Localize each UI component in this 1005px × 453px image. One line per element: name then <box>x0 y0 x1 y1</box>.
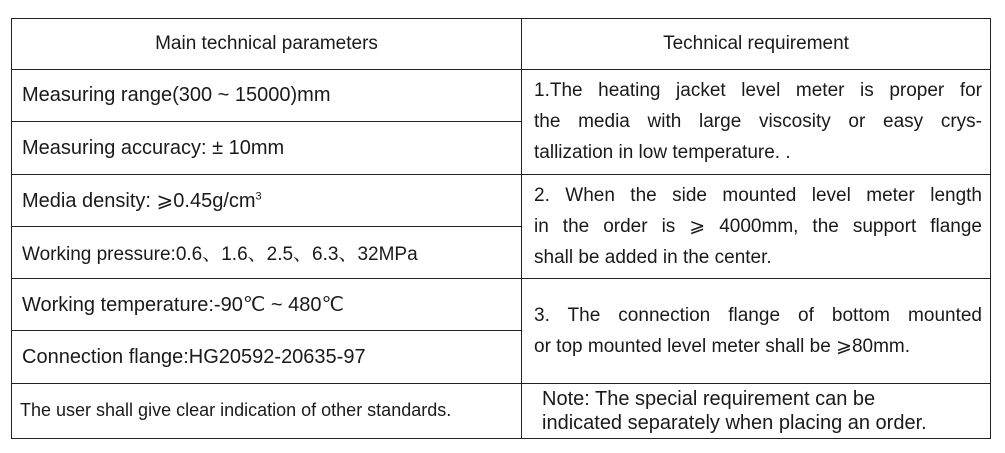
param-measuring-accuracy: Measuring accuracy: ± 10mm <box>12 122 522 174</box>
requirement-3-line-2: or top mounted level meter shall be ⩾80mm. <box>534 335 911 357</box>
requirement-note-line-1: Note: The special requirement can be <box>542 387 876 410</box>
requirement-3 <box>522 279 991 383</box>
param-media-density <box>12 174 522 226</box>
param-other-standards: The user shall give clear indication of other standards. <box>12 383 522 438</box>
param-connection-flange: Connection flange:HG20592-20635-97 <box>12 331 522 383</box>
requirement-2-line-2: in the order is ⩾ 4000mm, the support flange <box>534 215 982 237</box>
header-main-technical-parameters: Main technical parameters <box>12 19 522 70</box>
requirement-1-line-2: the media with large viscosity or easy crys- <box>534 111 982 133</box>
requirement-1-line-1: 1.The heating jacket level meter is proper for <box>534 80 982 102</box>
requirement-2 <box>522 174 991 278</box>
header-technical-requirement: Technical requirement <box>522 19 991 70</box>
requirement-note <box>522 383 991 438</box>
param-media-density-text: Media density: ⩾0.45g/cm <box>22 189 256 212</box>
requirement-note-line-2: indicated separately when placing an order. <box>542 411 927 434</box>
param-working-temperature: Working temperature:-90℃ ~ 480℃ <box>12 279 522 331</box>
requirement-1-line-3: tallization in low temperature. . <box>534 142 791 164</box>
param-media-density-superscript: 3 <box>255 190 262 203</box>
requirement-3-line-1: 3. The connection flange of bottom mounted <box>534 304 982 326</box>
param-measuring-range: Measuring range(300 ~ 15000)mm <box>12 70 522 122</box>
requirement-1 <box>522 70 991 174</box>
param-working-pressure: Working pressure:0.6、1.6、2.5、6.3、32MPa <box>12 226 522 278</box>
requirement-2-line-1: 2. When the side mounted level meter length <box>534 184 982 206</box>
requirement-2-line-3: shall be added in the center. <box>534 246 772 268</box>
technical-parameters-table <box>11 18 991 439</box>
